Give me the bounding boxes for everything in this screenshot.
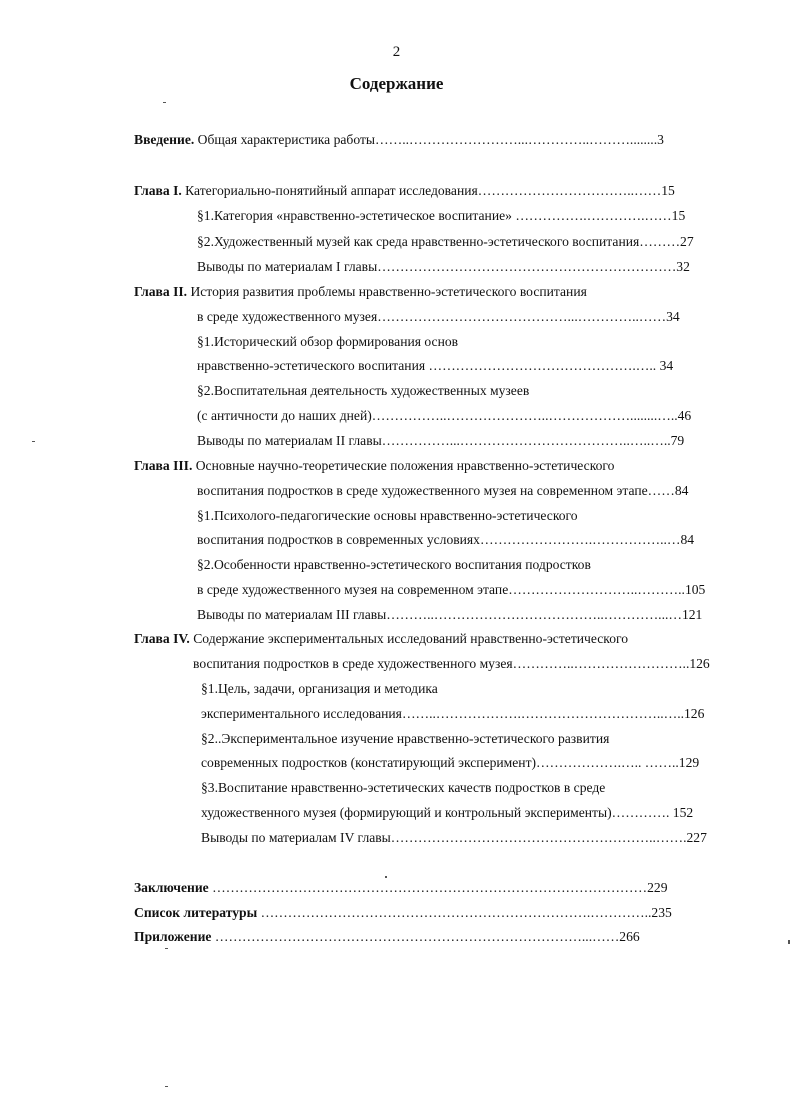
scan-speck — [32, 441, 35, 442]
toc-entry-ch4 — [134, 629, 628, 649]
toc-subentry: воспитания подростков в современных условиях…………………….……………..…84 — [197, 532, 695, 547]
toc-subentry: §2.Художественный музей как среда нравственно-эстетического воспитания………27 — [197, 234, 694, 249]
scan-speck — [165, 948, 168, 949]
toc-subentry: §1.Психолого-педагогические основы нравственно-эстетического — [197, 508, 578, 523]
toc-entry-text: ………………………………………………………………………...……266 — [211, 929, 640, 944]
toc-subentry: §1.Исторический обзор формирования основ — [197, 334, 459, 349]
toc-subentry: Выводы по материалам IV главы…………………………………………………..…….227 — [201, 830, 707, 845]
toc-entry-label: Приложение — [134, 929, 212, 944]
toc-entry-label: Глава I. — [134, 183, 182, 198]
toc-subentry: воспитания подростков в среде художественного музея…………..……………………..126 — [193, 656, 710, 671]
toc-subentry: §2..Экспериментальное изучение нравственно-эстетического развития — [201, 731, 610, 746]
toc-subentry: §2.Особенности нравственно-эстетического воспитания подростков — [197, 557, 591, 572]
toc-entry-ch1 — [134, 181, 675, 201]
toc-entry-ch3 — [134, 456, 614, 476]
toc-subentry: в среде художественного музея……………………………………...…………..……34 — [197, 309, 680, 324]
toc-entry-label: Глава III. — [134, 458, 193, 473]
toc-entry-label: Глава IV. — [134, 631, 190, 646]
toc-subentry: §1.Цель, задачи, организация и методика — [201, 681, 438, 696]
toc-entry-text: Содержание экспериментальных исследований нравственно-эстетического — [189, 631, 629, 646]
page-number: 2 — [392, 44, 401, 60]
toc-subentry: §2.Воспитательная деятельность художественных музеев — [197, 383, 530, 398]
toc-subentry: экспериментального исследования……..……………….…………………………..…..126 — [201, 706, 705, 721]
toc-entry-text: ……………………………………………………………………………………229 — [208, 880, 668, 895]
toc-subentry: Выводы по материалам II главы……………...………………………………..…..…..79 — [197, 433, 685, 448]
toc-subentry: воспитания подростков в среде художественного музея на современном этапе……84 — [197, 483, 689, 498]
toc-entry-label: Глава II. — [134, 284, 188, 299]
scan-speck — [385, 876, 387, 878]
toc-entry-conclusion — [134, 878, 668, 898]
scan-speck — [163, 102, 166, 103]
toc-entry-text: ……………………………………………………………….…………..235 — [257, 905, 672, 920]
toc-subentry: Выводы по материалам III главы………..………………………………..…………...…121 — [197, 607, 703, 622]
toc-entry-references — [134, 903, 672, 923]
toc-subentry: (с античности до наших дней)……………..…………………..………………........…..46 — [197, 408, 692, 423]
scan-speck — [788, 940, 790, 944]
toc-entry-appendix — [134, 927, 640, 947]
toc-entry-text: Категориально-понятийный аппарат исследования……………………………..……15 — [181, 183, 675, 198]
toc-subentry: §1.Категория «нравственно-эстетическое воспитание» …………….………….……15 — [197, 208, 686, 223]
toc-entry-label: Введение. — [134, 132, 195, 147]
toc-subentry: §3.Воспитание нравственно-эстетических качеств подростков в среде — [201, 780, 606, 795]
toc-subentry: художественного музея (формирующий и контрольный эксперименты)…………. 152 — [201, 805, 694, 820]
toc-subentry: в среде художественного музея на современном этапе………………………..………..105 — [197, 582, 706, 597]
toc-subentry: современных подростков (констатирующий эксперимент)……………….….. ……..129 — [201, 755, 700, 770]
toc-entry-label: Список литературы — [134, 905, 258, 920]
toc-entry-text: Основные научно-теоретические положения нравственно-эстетического — [192, 458, 615, 473]
toc-entry-intro — [134, 130, 664, 150]
toc-subentry: Выводы по материалам I главы…………………………………………………………32 — [197, 259, 690, 274]
toc-entry-label: Заключение — [134, 880, 209, 895]
scan-speck — [165, 1086, 168, 1087]
toc-entry-text: История развития проблемы нравственно-эстетического воспитания — [187, 284, 587, 299]
toc-entry-ch2 — [134, 282, 587, 302]
toc-entry-text: Общая характеристика работы……..……………………...…………..………........3 — [194, 132, 664, 147]
toc-subentry: нравственно-эстетического воспитания ……………………………………….….. 34 — [197, 358, 674, 373]
page-title: Содержание — [349, 74, 444, 93]
